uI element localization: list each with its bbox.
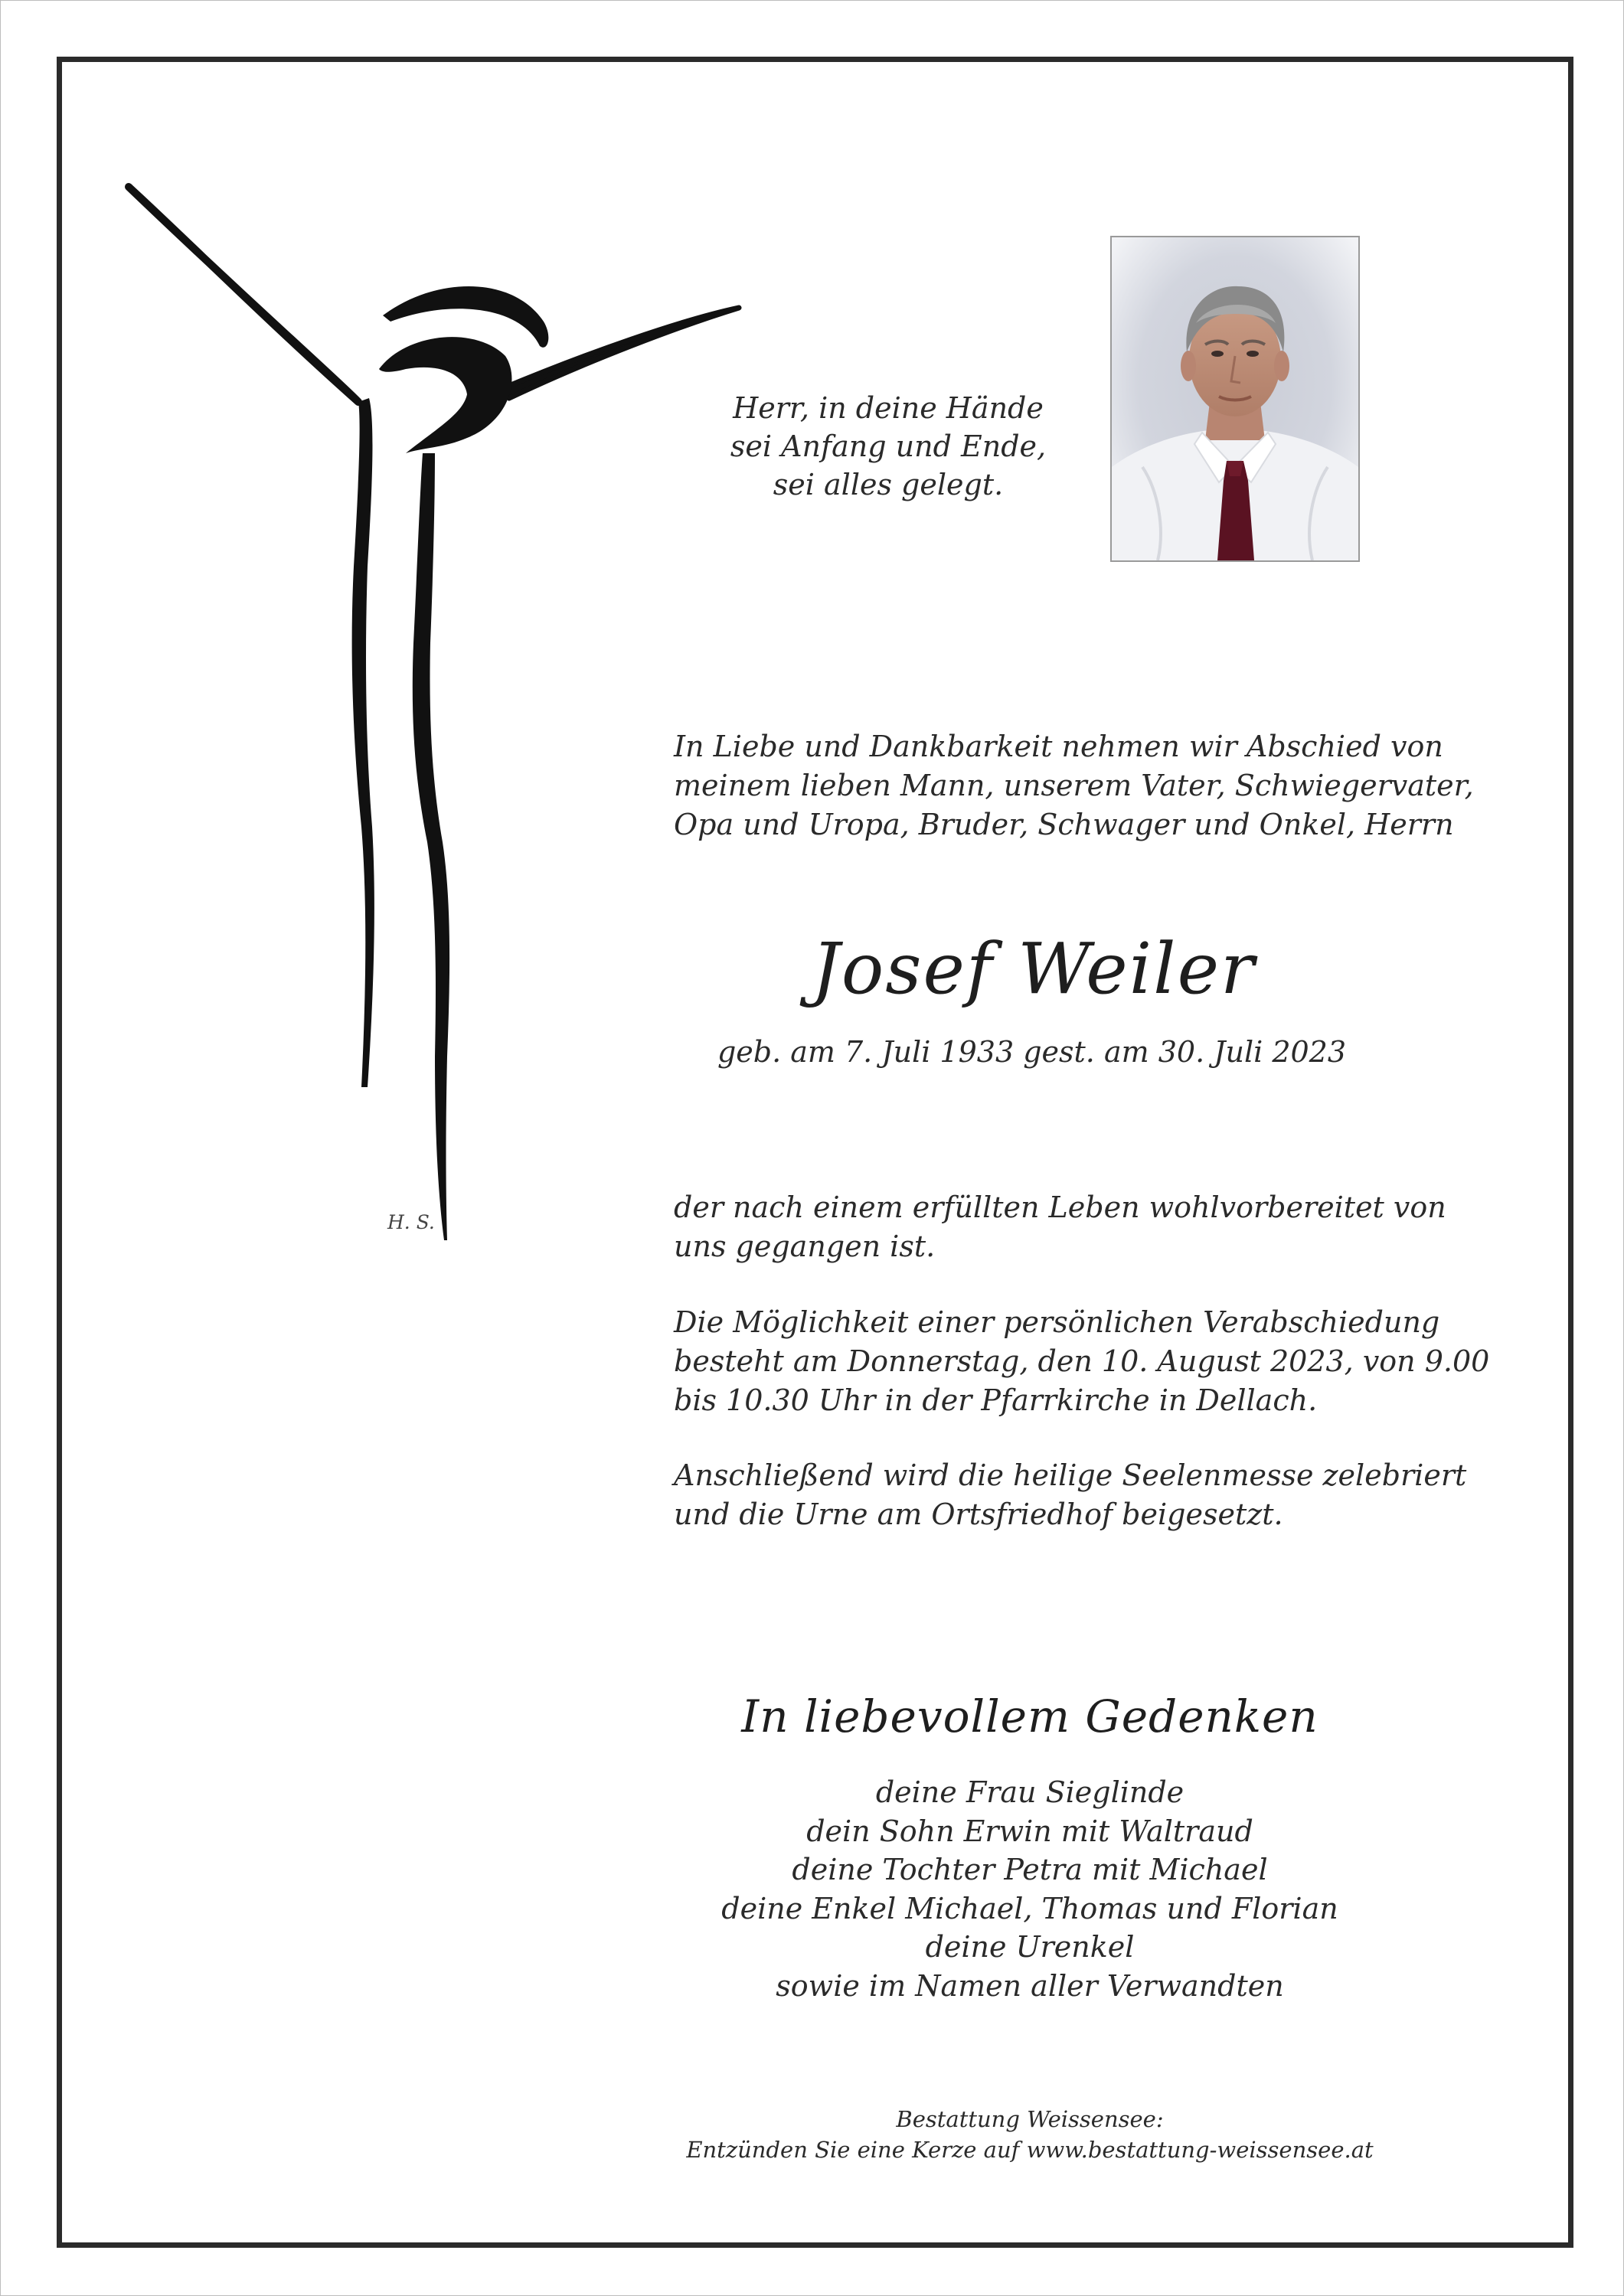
intro-line: In Liebe und Dankbarkeit nehmen wir Abschied von bbox=[674, 730, 1443, 763]
portrait-photo-icon bbox=[1112, 237, 1358, 560]
mourner-line: deine Enkel Michael, Thomas und Florian bbox=[721, 1891, 1338, 1925]
artist-signature: H. S. bbox=[387, 1211, 435, 1233]
mourners-list bbox=[689, 1773, 1371, 2005]
paragraph-line: besteht am Donnerstag, den 10. August 2023, von 9.00 bbox=[674, 1344, 1490, 1378]
mourner-line: sowie im Namen aller Verwandten bbox=[776, 1968, 1284, 2003]
paragraph-passing bbox=[674, 1188, 1446, 1266]
life-dates: geb. am 7. Juli 1933 gest. am 30. Juli 2023 bbox=[717, 1035, 1347, 1069]
paragraph-line: der nach einem erfüllten Leben wohlvorbereitet von bbox=[674, 1190, 1446, 1224]
crucifix-brush-icon bbox=[115, 168, 758, 1256]
intro-line: Opa und Uropa, Bruder, Schwager und Onkel, Herrn bbox=[674, 808, 1454, 841]
paragraph-line: Die Möglichkeit einer persönlichen Verabschiedung bbox=[674, 1305, 1440, 1339]
mourner-line: dein Sohn Erwin mit Waltraud bbox=[806, 1814, 1253, 1848]
verse-line: sei Anfang und Ende, bbox=[730, 429, 1047, 463]
paragraph-mass bbox=[674, 1456, 1467, 1534]
paragraph-farewell bbox=[674, 1303, 1490, 1420]
paragraph-line: bis 10.30 Uhr in der Pfarrkirche in Dellach. bbox=[674, 1383, 1318, 1417]
portrait-photo bbox=[1110, 236, 1360, 562]
memory-title: In liebevollem Gedenken bbox=[741, 1690, 1318, 1742]
paragraph-line: Anschließend wird die heilige Seelenmesse zelebriert bbox=[674, 1458, 1467, 1492]
verse bbox=[720, 389, 1057, 504]
mourner-line: deine Urenkel bbox=[925, 1930, 1135, 1964]
mourner-line: deine Tochter Petra mit Michael bbox=[792, 1853, 1268, 1886]
intro-text bbox=[674, 727, 1474, 844]
verse-line: Herr, in deine Hände bbox=[733, 391, 1044, 425]
footer-line: Bestattung Weissensee: bbox=[896, 2106, 1164, 2132]
paragraph-line: uns gegangen ist. bbox=[674, 1230, 936, 1263]
paragraph-line: und die Urne am Ortsfriedhof beigesetzt. bbox=[674, 1497, 1283, 1531]
intro-line: meinem lieben Mann, unserem Vater, Schwiegervater, bbox=[674, 769, 1474, 802]
funeral-home-footer bbox=[651, 2104, 1409, 2165]
deceased-name: Josef Weiler bbox=[812, 928, 1256, 1010]
footer-line: Entzünden Sie eine Kerze auf www.bestattung-weissensee.at bbox=[686, 2137, 1374, 2163]
mourner-line: deine Frau Sieglinde bbox=[875, 1775, 1185, 1809]
verse-line: sei alles gelegt. bbox=[773, 468, 1004, 501]
